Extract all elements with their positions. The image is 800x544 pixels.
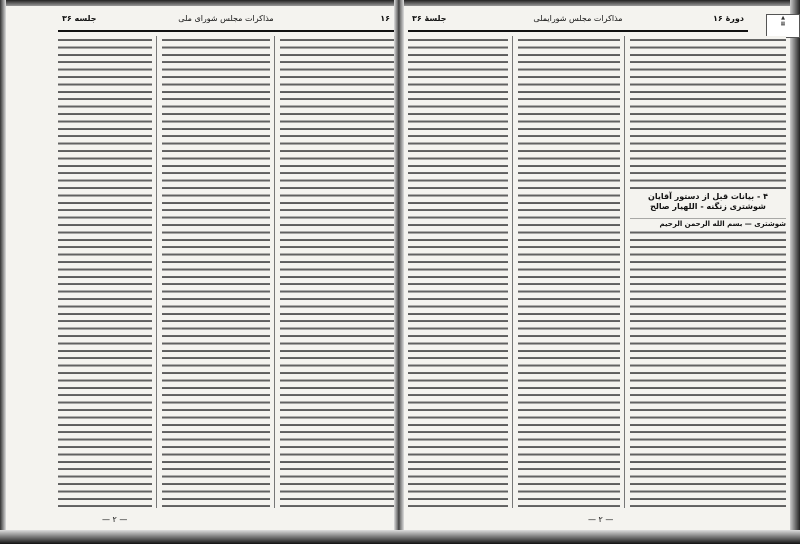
column-divider	[512, 36, 513, 508]
header-title: مذاکرات مجلس شورای ملی	[178, 14, 274, 23]
text-column	[408, 36, 508, 508]
text-column	[280, 36, 394, 508]
page-header	[408, 14, 748, 28]
header-rule	[58, 30, 394, 32]
book-spine	[394, 0, 404, 544]
text-column	[162, 36, 270, 508]
session-label: جلسهٔ ۳۶	[412, 14, 447, 23]
term-label: دورهٔ ۱۶	[713, 14, 744, 23]
page-footer: — ۲ —	[102, 515, 128, 524]
section-heading: ۴ - بیانات قبل از دستور آقایان شوشتری زنگنه - اللهیار صالح	[630, 192, 786, 218]
left-page	[58, 10, 394, 530]
text-column	[58, 36, 152, 508]
library-logo: ▲ ▦	[766, 14, 800, 38]
page-header	[58, 14, 394, 28]
right-page	[408, 10, 788, 530]
scan-edge-right	[790, 0, 800, 544]
page-footer: — ۲ —	[588, 515, 614, 524]
text-column	[630, 36, 786, 508]
scan-edge-left	[0, 0, 6, 544]
text-column	[518, 36, 620, 508]
speaker-line: شوشتری — بسم الله الرحمن الرحیم	[630, 220, 786, 229]
column-divider	[624, 36, 625, 508]
column-divider	[156, 36, 157, 508]
column-divider	[274, 36, 275, 508]
session-label: جلسه ۳۶	[62, 14, 97, 23]
scan-edge-bottom	[0, 530, 800, 544]
header-rule	[408, 30, 748, 32]
page-number: ۱۶	[380, 14, 390, 23]
header-title: مذاكرات مجلس شورايملی	[533, 14, 623, 23]
